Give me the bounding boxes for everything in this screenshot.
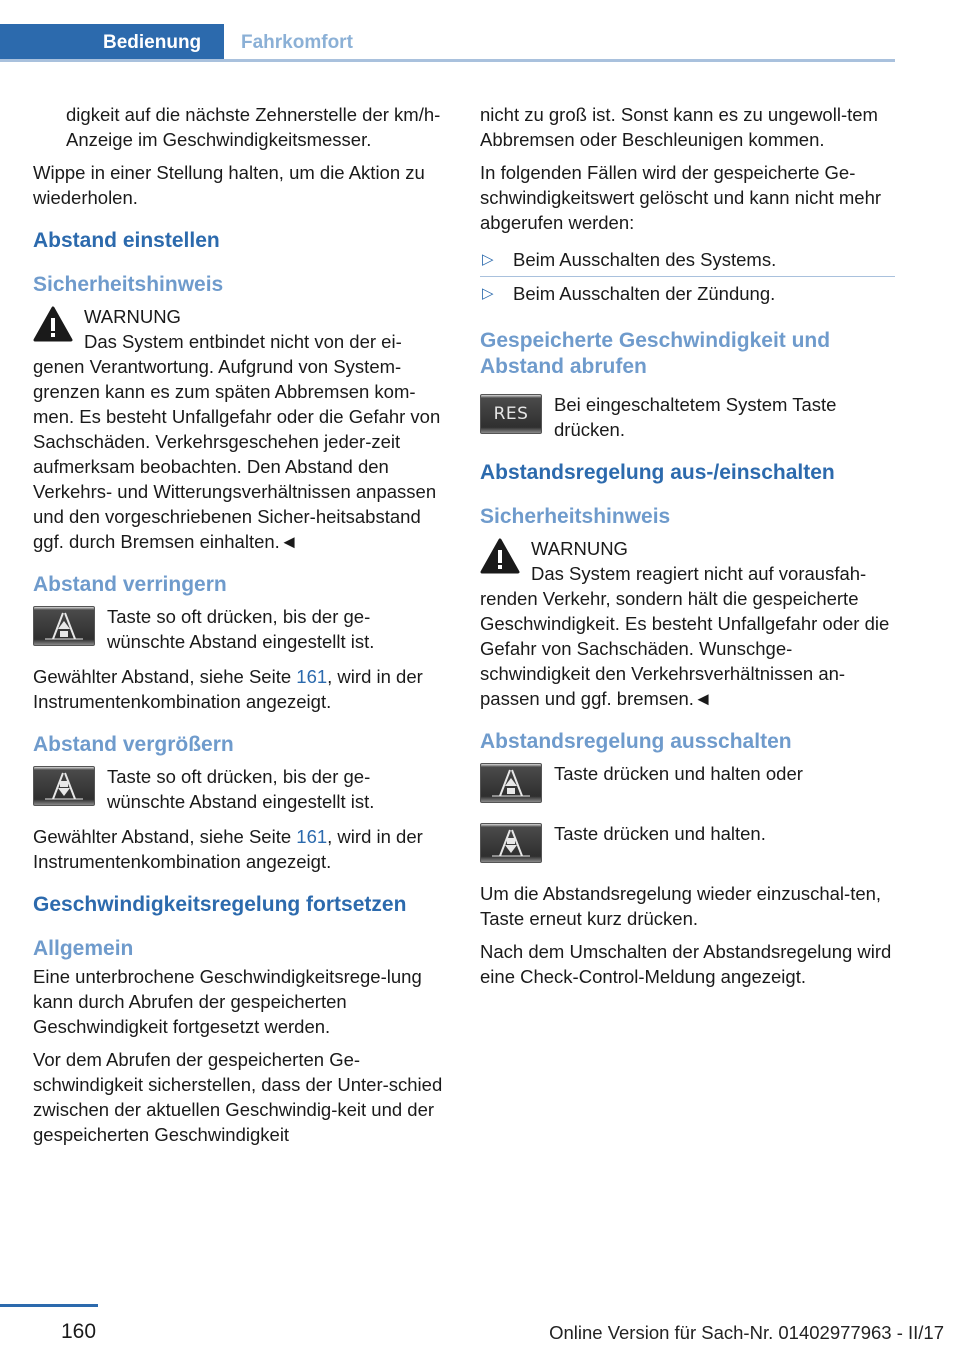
triangle-bullet-icon: ▷ xyxy=(482,251,494,268)
distance-icon xyxy=(41,771,87,801)
paragraph: In folgenden Fällen wird der gespeicherte Ge‐schwindigkeitswert gelöscht und kann nicht mehr abgerufen werden: xyxy=(480,162,882,233)
paragraph: nicht zu groß ist. Sonst kann es zu ungewoll‐tem Abbremsen oder Beschleunigen kommen. xyxy=(480,104,878,150)
text: Gewählter Abstand, siehe Seite xyxy=(33,826,297,847)
paragraph: Wippe in einer Stellung halten, um die Aktion zu wiederholen. xyxy=(33,162,425,208)
key-row xyxy=(480,821,895,871)
res-key-label: RES xyxy=(493,404,529,424)
key-row xyxy=(33,604,448,654)
warning-text: renden Verkehr, sondern hält die gespeicherte Geschwindigkeit. Es besteht Unfallgefahr oder die Gefahr von Sachschäden. Wunschge‐schwindigkeit den Verkehrsverhältnissen an‐passen und ggf. bremsen.◄ xyxy=(480,588,890,709)
text: , wird in der Instrumentenkombination angezeigt. xyxy=(33,666,423,712)
distance-increase-key xyxy=(480,823,542,863)
tab-fahrkomfort[interactable]: Fahrkomfort xyxy=(241,32,353,53)
paragraph: Nach dem Umschalten der Abstandsregelung wird eine Check-Control-Meldung angezeigt. xyxy=(480,941,892,987)
distance-decrease-key xyxy=(33,606,95,646)
triangle-bullet-icon: ▷ xyxy=(482,285,494,302)
list-item-text: Beim Ausschalten der Zündung. xyxy=(513,283,776,304)
bullet-list xyxy=(480,243,895,310)
paragraph: Eine unterbrochene Geschwindigkeitsrege‐lung kann durch Abrufen der gespeicherten Geschwindigkeit fortgesetzt werden. xyxy=(33,966,422,1037)
online-version-note: Online Version für Sach-Nr. 01402977963 - II/17 xyxy=(549,1322,944,1343)
subheading: Gespeicherte Geschwindigkeit und Abstand abrufen xyxy=(480,329,831,378)
warning-title: WARNUNG xyxy=(531,538,628,559)
warning-triangle-icon xyxy=(480,538,520,574)
warning-box xyxy=(480,536,895,711)
key-description: Bei eingeschaltetem System Taste drücken. xyxy=(554,394,837,440)
distance-increase-key xyxy=(33,766,95,806)
res-key xyxy=(480,394,542,434)
key-description: Taste drücken und halten oder xyxy=(554,763,803,784)
left-column xyxy=(33,102,448,1155)
warning-box xyxy=(33,304,448,554)
text: , wird in der Instrumentenkombination angezeigt. xyxy=(33,826,423,872)
key-description: Taste so oft drücken, bis der ge‐wünschte Abstand eingestellt ist. xyxy=(107,766,375,812)
text: Gewählter Abstand, siehe Seite xyxy=(33,666,297,687)
warning-triangle-icon xyxy=(33,306,73,342)
paragraph: digkeit auf die nächste Zehnerstelle der km/h-Anzeige im Geschwindigkeitsmesser. xyxy=(66,104,441,150)
subheading: Sicherheitshinweis xyxy=(33,273,224,296)
key-description: Taste drücken und halten. xyxy=(554,823,766,844)
warning-text: genen Verantwortung. Aufgrund von System‐grenzen kann es zum späten Abbremsen kom‐men. Es besteht Unfallgefahr oder die Gefahr von Sachschäden. Verkehrsgeschehen jeder‐zeit aufmerksam beobachten. Den Abstand den Verkehrs- und Witterungsverhältnissen anpassen und den vorgeschriebenen Sicher‐heitsabstand ggf. durch Bremsen einhalten.◄ xyxy=(33,356,441,552)
paragraph xyxy=(33,664,448,714)
paragraph: Vor dem Abrufen der gespeicherten Ge‐schwindigkeit sicherstellen, dass der Unter‐schied zwischen der aktuellen Geschwindig‐keit und der gespeicherten Geschwindigkeit xyxy=(33,1049,443,1145)
tab-bedienung[interactable]: Bedienung xyxy=(0,24,224,62)
right-column xyxy=(480,102,895,997)
paragraph: Um die Abstandsregelung wieder einzuschal‐ten, Taste erneut kurz drücken. xyxy=(480,883,882,929)
header-rule xyxy=(0,59,895,62)
subheading: Sicherheitshinweis xyxy=(480,505,671,528)
warning-text: Das System reagiert nicht auf vorausfah‐ xyxy=(531,563,867,584)
distance-icon xyxy=(41,611,87,641)
list-item-text: Beim Ausschalten des Systems. xyxy=(513,249,777,270)
page-link[interactable]: 161 xyxy=(296,826,328,847)
subheading: Abstand vergrößern xyxy=(33,733,234,756)
heading: Abstandsregelung aus-/einschalten xyxy=(480,461,835,484)
key-row xyxy=(33,764,448,814)
subheading: Abstandsregelung ausschalten xyxy=(480,730,792,753)
key-row xyxy=(480,761,895,811)
subheading: Abstand verringern xyxy=(33,573,227,596)
list-item xyxy=(480,243,895,277)
distance-icon xyxy=(488,828,534,858)
page-link[interactable]: 161 xyxy=(296,666,328,687)
heading: Abstand einstellen xyxy=(33,229,220,252)
warning-text: Das System entbindet nicht von der ei‐ xyxy=(84,331,402,352)
header-tabbar xyxy=(0,24,895,62)
key-description: Taste so oft drücken, bis der ge‐wünschte Abstand eingestellt ist. xyxy=(107,606,375,652)
key-row xyxy=(480,392,895,442)
distance-icon xyxy=(488,768,534,798)
footer-rule xyxy=(0,1304,98,1307)
heading: Geschwindigkeitsregelung fortsetzen xyxy=(33,893,407,916)
warning-title: WARNUNG xyxy=(84,306,181,327)
subheading: Allgemein xyxy=(33,937,134,960)
paragraph xyxy=(33,824,448,874)
distance-decrease-key xyxy=(480,763,542,803)
page-number: 160 xyxy=(61,1320,97,1343)
list-item xyxy=(480,277,895,310)
